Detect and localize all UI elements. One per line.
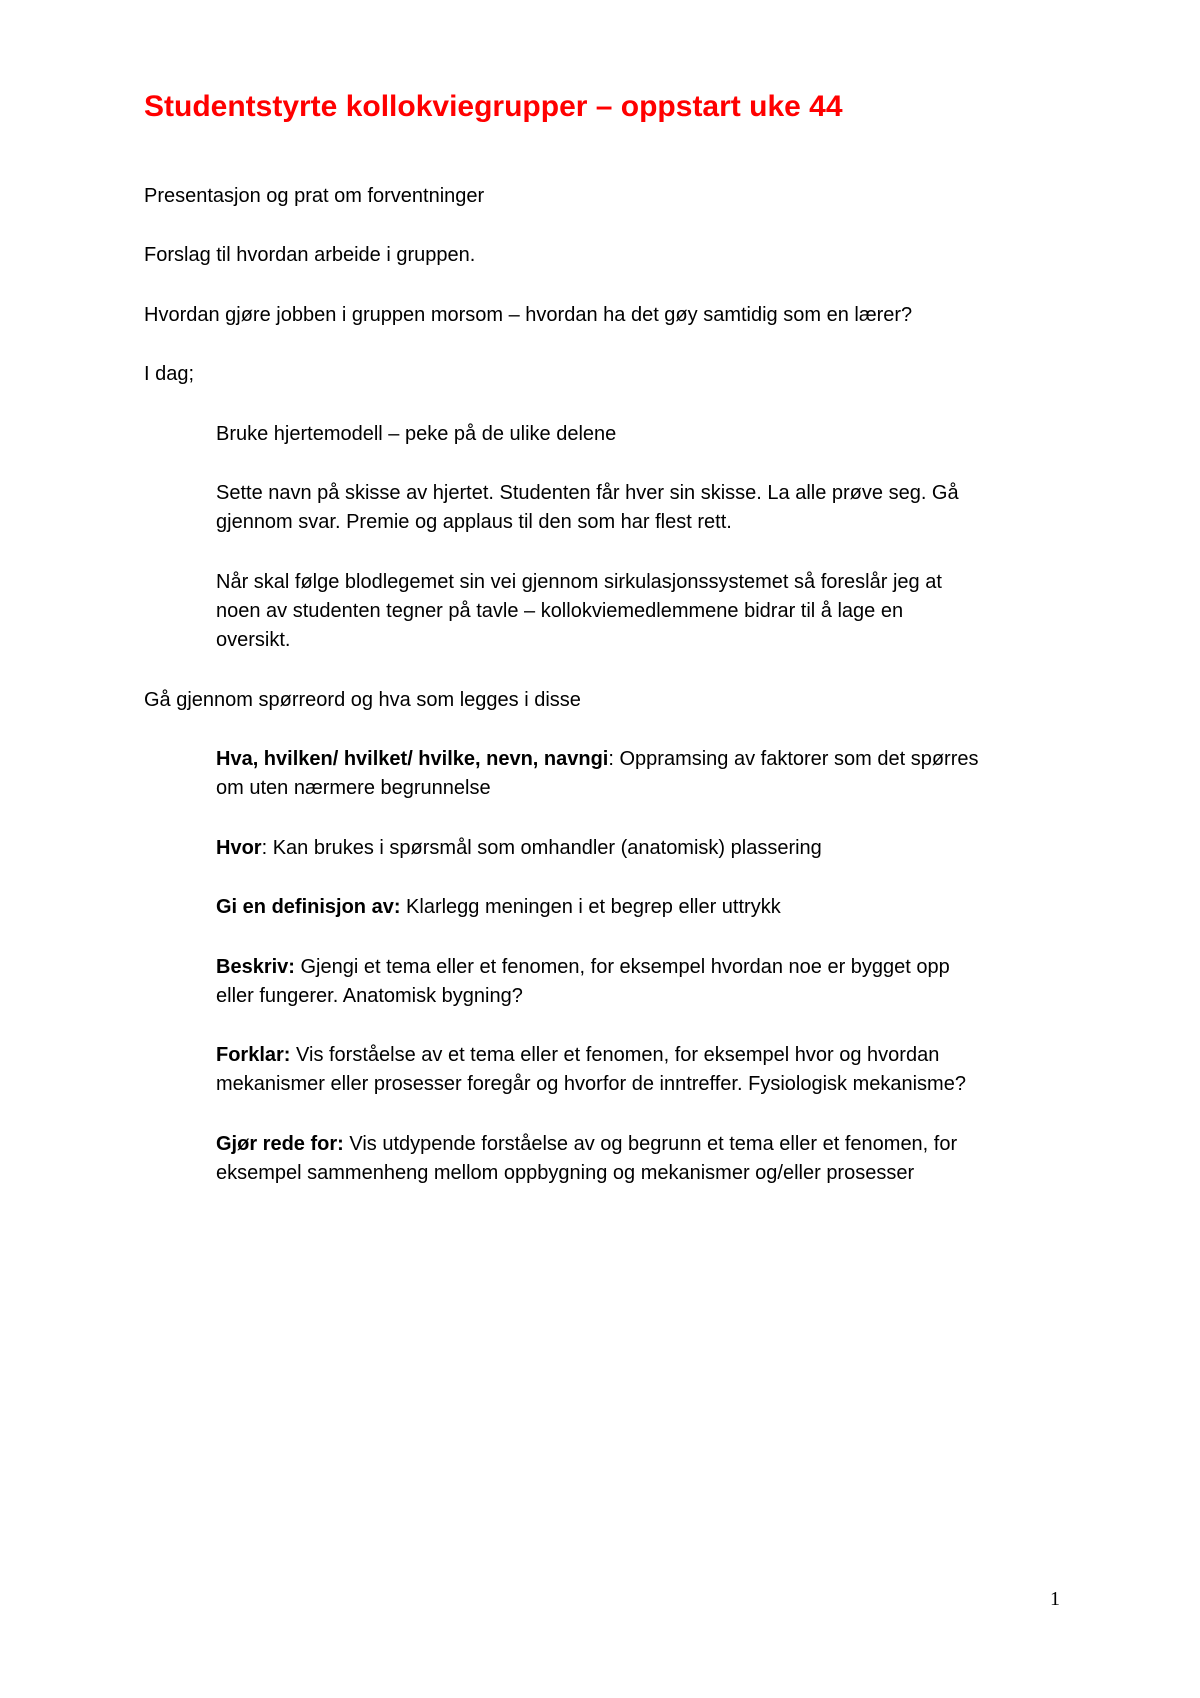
question-word-rede-for-line-1 (216, 1130, 957, 1159)
question-word-hva-line-1 (216, 745, 979, 774)
question-word-description: : Kan brukes i spørsmål som omhandler (anatomisk) plassering (261, 837, 822, 859)
question-word-description: Gjengi et tema eller et fenomen, for eksempel hvordan noe er bygget opp (294, 956, 950, 978)
question-word-description: Klarlegg meningen i et begrep eller uttrykk (400, 896, 781, 918)
question-word-term: Gi en definisjon av: (216, 896, 401, 918)
question-word-description: : Oppramsing av faktorer som det spørres (608, 748, 979, 770)
question-word-hva-line-2: om uten nærmere begrunnelse (216, 777, 491, 799)
question-word-term: Hvor (216, 837, 262, 859)
question-word-beskriv-line-2: eller fungerer. Anatomisk bygning? (216, 985, 523, 1007)
question-word-description: Vis forståelse av et tema eller et fenomen, for eksempel hvor og hvordan (290, 1044, 940, 1066)
question-words-heading: Gå gjennom spørreord og hva som legges i disse (144, 689, 581, 711)
intro-line-fun: Hvordan gjøre jobben i gruppen morsom – hvordan ha det gøy samtidig som en lærer? (144, 304, 913, 326)
question-word-forklar-line-2: mekanismer eller prosesser foregår og hvorfor de inntreffer. Fysiologisk mekanisme? (216, 1073, 966, 1095)
question-word-hvor (216, 834, 822, 863)
question-word-term: Forklar: (216, 1044, 291, 1066)
question-word-term: Beskriv: (216, 956, 295, 978)
today-item-sketch-line-1: Sette navn på skisse av hjertet. Studenten får hver sin skisse. La alle prøve seg. Gå (216, 482, 959, 504)
page-number: 1 (1050, 1588, 1060, 1610)
question-word-rede-for-line-2: eksempel sammenheng mellom oppbygning og mekanismer og/eller prosesser (216, 1162, 915, 1184)
question-word-beskriv-line-1 (216, 953, 950, 982)
today-item-blood-line-3: oversikt. (216, 629, 291, 651)
question-word-definisjon (216, 893, 781, 922)
question-word-term: Gjør rede for: (216, 1133, 344, 1155)
intro-line-expectations: Presentasjon og prat om forventninger (144, 185, 485, 207)
today-item-blood-line-2: noen av studenten tegner på tavle – kollokviemedlemmene bidrar til å lage en (216, 600, 904, 622)
today-item-blood-line-1: Når skal følge blodlegemet sin vei gjennom sirkulasjonssystemet så foreslår jeg at (216, 571, 942, 593)
today-item-heart-model: Bruke hjertemodell – peke på de ulike delene (216, 423, 617, 445)
question-word-term: Hva, hvilken/ hvilket/ hvilke, nevn, navngi (216, 748, 609, 770)
question-word-forklar-line-1 (216, 1041, 939, 1070)
intro-line-suggestions: Forslag til hvordan arbeide i gruppen. (144, 244, 476, 266)
today-item-sketch-line-2: gjennom svar. Premie og applaus til den som har flest rett. (216, 511, 732, 533)
question-word-description: Vis utdypende forståelse av og begrunn et tema eller et fenomen, for (343, 1133, 958, 1155)
page-title: Studentstyrte kollokviegrupper – oppstart uke 44 (144, 90, 843, 123)
intro-line-today: I dag; (144, 363, 195, 385)
